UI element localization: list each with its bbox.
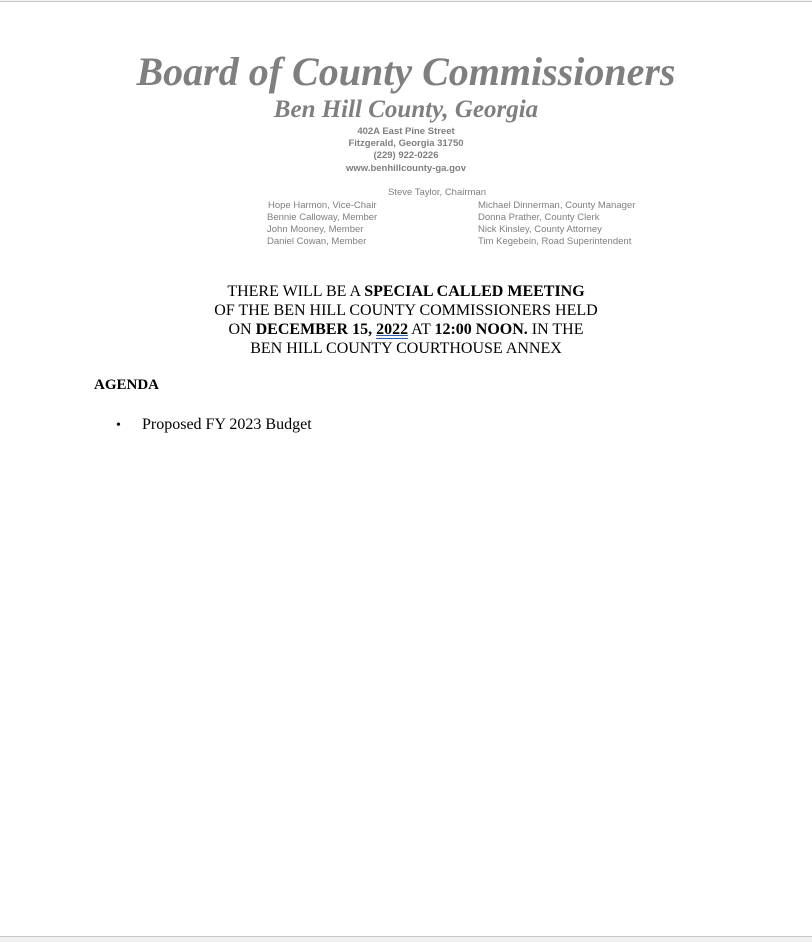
notice-line-1 [0,282,812,301]
notice-meeting-type: SPECIAL CALLED MEETING [364,283,585,300]
staff-3: Nick Kinsley, County Attorney [478,224,602,235]
phone-number: (229) 922-0226 [373,150,439,161]
staff-2: Donna Prather, County Clerk [478,212,600,223]
agenda-item-text: Proposed FY 2023 Budget [142,416,312,433]
commissioner-3: John Mooney, Member [267,224,364,235]
notice-date: DECEMBER 15, [255,321,377,338]
website: www.benhillcounty-ga.gov [346,163,466,174]
document-page [0,1,812,937]
address-street: 402A East Pine Street [357,126,455,137]
notice-text: AT [408,321,435,338]
chairman: Steve Taylor, Chairman [387,187,487,198]
notice-line-3 [0,320,812,339]
letterhead-title: Board of County Commissioners [136,49,676,94]
letterhead-subtitle: Ben Hill County, Georgia [273,96,539,123]
notice-text: ON [228,321,256,338]
commissioner-4: Daniel Cowan, Member [267,236,367,247]
notice-text: THERE WILL BE A [227,283,365,300]
agenda-heading: AGENDA [94,377,160,393]
notice-year: 2022 [376,321,409,338]
notice-time: 12:00 NOON. [434,321,528,338]
meeting-notice [0,282,812,358]
staff-4: Tim Kegebein, Road Superintendent [478,236,632,247]
staff-1: Michael Dinnerman, County Manager [478,200,636,211]
bullet-icon: • [116,418,121,433]
notice-text: IN THE [527,321,584,338]
agenda-list-item [116,415,312,435]
notice-line-4: BEN HILL COUNTY COURTHOUSE ANNEX [250,340,562,357]
notice-line-2: OF THE BEN HILL COUNTY COMMISSIONERS HELD [214,302,598,319]
address-city: Fitzgerald, Georgia 31750 [348,138,464,149]
commissioner-1: Hope Harmon, Vice-Chair [268,200,377,211]
commissioner-2: Bennie Calloway, Member [267,212,378,223]
